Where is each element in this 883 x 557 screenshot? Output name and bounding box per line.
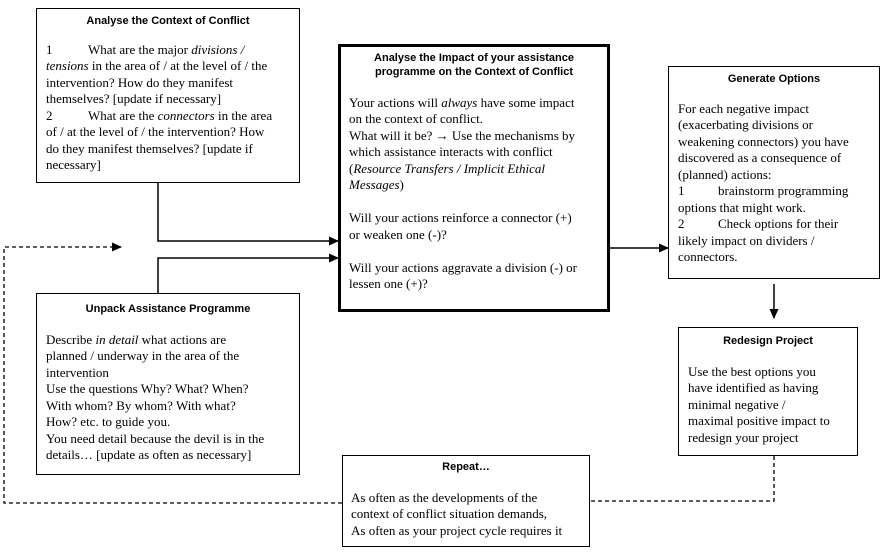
box-body <box>46 332 299 464</box>
text-segment: What will it be? → Use the mechanisms by <box>349 127 576 143</box>
text-line <box>349 194 607 211</box>
text-line <box>349 227 607 244</box>
text-line <box>351 490 589 507</box>
text-line <box>46 75 299 92</box>
text-segment: intervention <box>46 364 109 380</box>
box-generate-options <box>668 66 880 279</box>
text-line <box>678 249 879 266</box>
text-line <box>46 348 299 365</box>
box-repeat <box>342 455 590 547</box>
text-line <box>46 414 299 431</box>
box-body <box>349 95 607 293</box>
box-title-line: Analyse the Impact of your assistance <box>374 52 574 64</box>
text-line <box>351 523 589 540</box>
text-segment: have some impact <box>477 94 575 110</box>
text-segment: details… [update as often as necessary] <box>46 447 252 463</box>
list-number: 2 <box>46 107 53 123</box>
text-segment: necessary] <box>46 157 101 173</box>
text-segment: do they manifest themselves? [update if <box>46 140 253 156</box>
text-segment: context of conflict situation demands, <box>351 506 548 522</box>
text-segment: lessen one (+)? <box>349 276 428 292</box>
text-line <box>349 177 607 194</box>
list-number: 2 <box>678 216 685 232</box>
text-line <box>46 42 299 59</box>
text-segment: You need detail because the devil is in the <box>46 430 265 446</box>
box-analyse-context <box>36 8 300 183</box>
text-segment: in the area of / at the level of / the <box>88 58 268 74</box>
text-line <box>349 260 607 277</box>
text-line <box>46 108 299 125</box>
text-segment: What are the major <box>88 41 192 57</box>
text-line <box>46 447 299 464</box>
text-segment: Check options for their <box>718 216 839 232</box>
text-line <box>688 364 857 381</box>
text-segment: (planned) actions: <box>678 166 772 182</box>
text-segment: (exacerbating divisions or <box>678 117 814 133</box>
text-segment: Use the best options you <box>688 363 816 379</box>
emphasis-text: divisions / <box>191 41 245 57</box>
text-line <box>46 91 299 108</box>
arrow-unpack-to-impact <box>158 258 338 293</box>
text-segment: As often as the developments of the <box>351 489 538 505</box>
text-line <box>688 397 857 414</box>
box-title <box>37 14 299 28</box>
text-segment: themselves? [update if necessary] <box>46 91 222 107</box>
text-line <box>349 243 607 260</box>
text-line <box>46 431 299 448</box>
list-number: 1 <box>678 183 685 199</box>
text-line <box>46 398 299 415</box>
box-title-line: Redesign Project <box>723 334 813 347</box>
text-segment: which assistance interacts with conflict <box>349 144 553 160</box>
text-segment: have identified as having <box>688 380 819 396</box>
text-line <box>678 134 879 151</box>
text-line <box>46 365 299 382</box>
text-line <box>349 144 607 161</box>
text-line <box>46 124 299 141</box>
box-title <box>37 302 299 316</box>
text-segment: How? etc. to guide you. <box>46 414 171 430</box>
text-segment: intervention? How do they manifest <box>46 74 234 90</box>
arrow-context-to-impact <box>158 183 338 241</box>
box-body <box>46 42 299 174</box>
text-line <box>678 167 879 184</box>
text-segment: options that might work. <box>678 199 806 215</box>
text-line <box>678 117 879 134</box>
box-title-line: Analyse the Context of Conflict <box>86 14 250 27</box>
emphasis-text: Messages <box>349 177 400 193</box>
text-line <box>46 332 299 349</box>
text-segment: maximal positive impact to <box>688 413 830 429</box>
text-line <box>688 413 857 430</box>
text-segment: Will your actions aggravate a division (-) or <box>349 259 577 275</box>
text-segment: weakening connectors) you have <box>678 133 849 149</box>
box-analyse-impact <box>338 44 610 312</box>
text-line <box>46 141 299 158</box>
box-title-line: Unpack Assistance Programme <box>85 302 251 315</box>
box-title <box>343 460 589 474</box>
box-title-line: Generate Options <box>727 72 821 85</box>
text-segment: connectors. <box>678 249 738 265</box>
text-segment: what actions are <box>138 331 227 347</box>
list-number: 1 <box>46 41 53 57</box>
emphasis-text: always <box>441 94 478 110</box>
text-segment: of / at the level of / the intervention? How <box>46 124 265 140</box>
text-line <box>349 161 607 178</box>
box-body <box>351 490 589 540</box>
text-segment: likely impact on dividers / <box>678 232 815 248</box>
text-segment: minimal negative / <box>688 396 786 412</box>
text-line <box>678 183 879 200</box>
text-line <box>678 101 879 118</box>
dashed-line-redesign-to-repeat <box>590 456 774 501</box>
text-line <box>46 381 299 398</box>
text-segment: ( <box>349 160 354 176</box>
text-line <box>688 380 857 397</box>
box-title <box>669 72 879 86</box>
text-segment: As often as your project cycle requires it <box>351 522 563 538</box>
emphasis-text: Resource Transfers / Implicit Ethical <box>353 160 545 176</box>
text-segment: For each negative impact <box>678 100 810 116</box>
text-line <box>688 430 857 447</box>
text-line <box>349 276 607 293</box>
text-segment: Describe <box>46 331 96 347</box>
text-line <box>678 200 879 217</box>
emphasis-text: connectors <box>157 107 215 123</box>
text-segment: in the area <box>214 107 273 123</box>
text-segment: Your actions will <box>349 94 442 110</box>
text-segment: planned / underway in the area of the <box>46 348 240 364</box>
box-title <box>341 51 607 79</box>
text-line <box>349 128 607 145</box>
text-segment: redesign your project <box>688 429 799 445</box>
emphasis-text: in detail <box>95 331 139 347</box>
box-title-line: programme on the Context of Conflict <box>375 66 573 78</box>
text-line <box>678 150 879 167</box>
text-line <box>46 58 299 75</box>
box-body <box>678 101 879 266</box>
text-line <box>349 111 607 128</box>
text-line <box>678 216 879 233</box>
text-segment: Will your actions reinforce a connector (+) <box>349 210 572 226</box>
text-segment: on the context of conflict. <box>349 111 483 127</box>
emphasis-text: tensions <box>46 58 89 74</box>
text-segment: brainstorm programming <box>718 183 849 199</box>
text-segment: or weaken one (-)? <box>349 226 447 242</box>
text-segment: Use the questions Why? What? When? <box>46 381 249 397</box>
text-line <box>349 210 607 227</box>
text-segment: What are the <box>88 107 158 123</box>
text-segment: discovered as a consequence of <box>678 150 842 166</box>
box-unpack-programme <box>36 293 300 475</box>
box-body <box>688 364 857 447</box>
box-title <box>679 334 857 348</box>
box-redesign-project <box>678 327 858 456</box>
text-line <box>351 506 589 523</box>
text-line <box>349 95 607 112</box>
box-title-line: Repeat… <box>442 460 490 473</box>
text-segment: With whom? By whom? With what? <box>46 397 236 413</box>
text-segment: ) <box>399 177 404 193</box>
text-line <box>678 233 879 250</box>
text-line <box>46 157 299 174</box>
